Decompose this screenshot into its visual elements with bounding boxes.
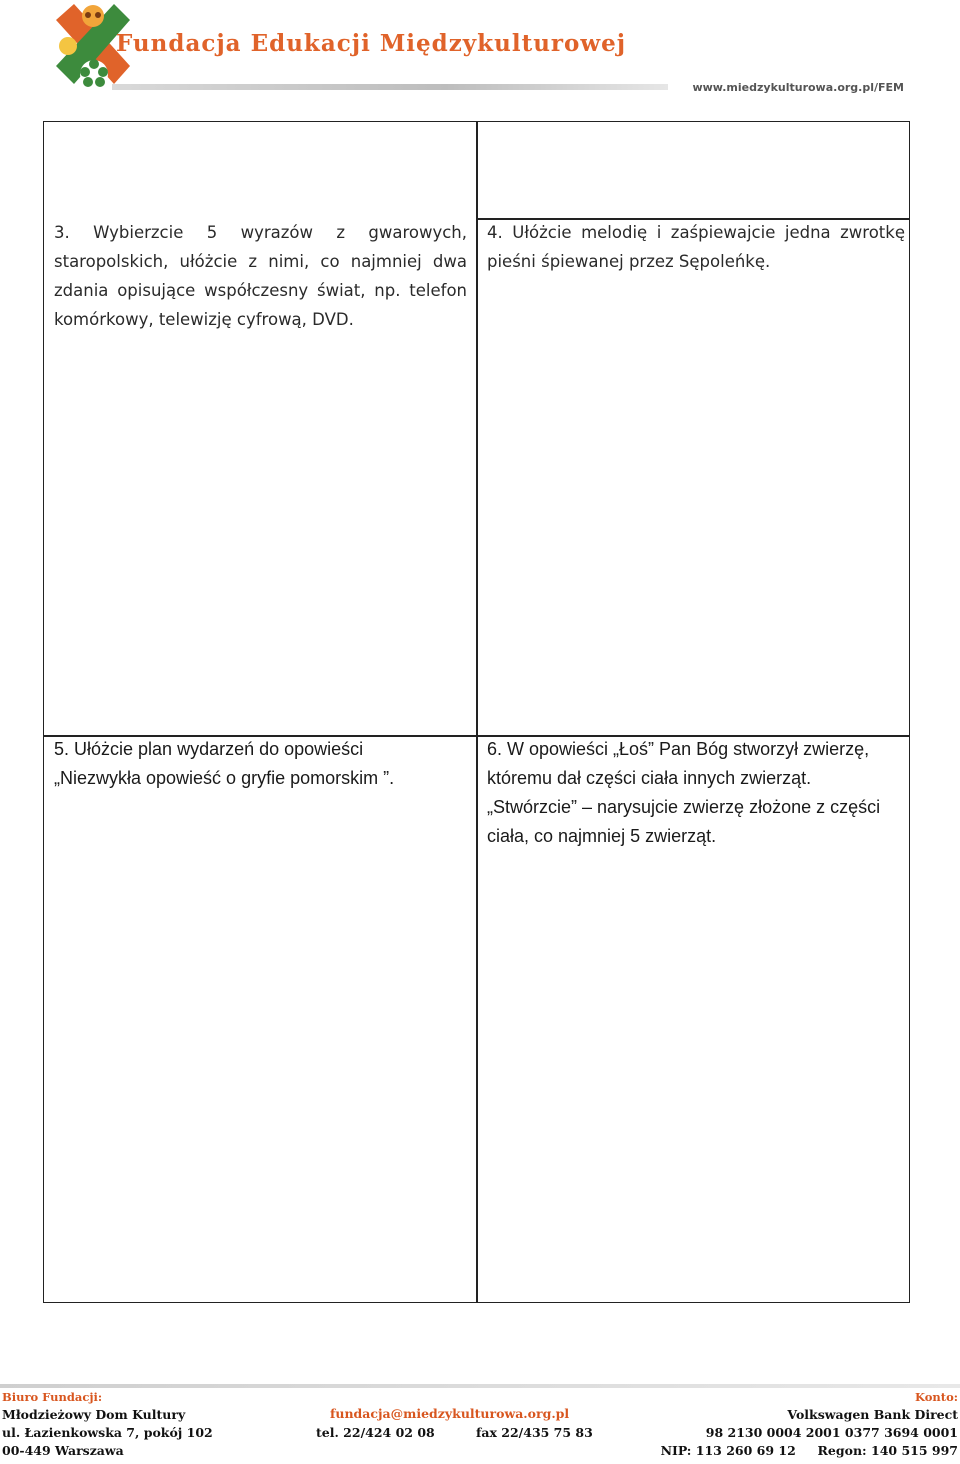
office-street: ul. Łazienkowska 7, pokój 102	[2, 1425, 213, 1440]
worksheet-table	[43, 121, 910, 1303]
task-5-line-2: „Niezwykła opowieść o gryfie pomorskim ”.	[54, 768, 395, 788]
account-label: Konto:	[914, 1390, 958, 1404]
office-city: 00-449 Warszawa	[2, 1443, 124, 1458]
task-4-text: 4. Ułóżcie melodię i zaśpiewajcie jedna zwrotkę pieśni śpiewanej przez Sępoleńkę.	[487, 223, 905, 271]
office-label: Biuro Fundacji:	[2, 1390, 103, 1404]
header-divider	[112, 84, 668, 90]
footer-divider	[0, 1384, 960, 1388]
task-6-text: 6. W opowieści „Łoś” Pan Bóg stworzył zwierzę, któremu dał części ciała innych zwierząt. „Stwórzcie” – narysujcie zwierzę złożone z części ciała, co najmniej 5 zwierząt.	[487, 739, 881, 846]
website-url[interactable]: www.miedzykulturowa.org.pl/FEM	[692, 81, 904, 94]
contact-phone: tel. 22/424 02 08	[316, 1425, 435, 1440]
contact-email[interactable]: fundacja@miedzykulturowa.org.pl	[330, 1406, 570, 1421]
column-divider	[476, 122, 478, 1302]
nip-regon: NIP: 113 260 69 12 Regon: 140 515 997	[660, 1443, 958, 1458]
contact-fax: fax 22/435 75 83	[476, 1425, 593, 1440]
bank-name: Volkswagen Bank Direct	[787, 1407, 958, 1422]
organization-name: Fundacja Edukacji Międzykulturowej	[116, 30, 627, 57]
task-5-line-1: 5. Ułóżcie plan wydarzeń do opowieści	[54, 739, 364, 759]
task-5-text	[54, 735, 467, 793]
account-number: 98 2130 0004 2001 0377 3694 0001	[705, 1425, 958, 1440]
letterhead	[0, 0, 960, 100]
office-name: Młodzieżowy Dom Kultury	[2, 1407, 186, 1422]
letterhead-footer	[0, 1384, 960, 1464]
task-3-text: 3. Wybierzcie 5 wyrazów z gwarowych, staropolskich, ułóżcie z nimi, co najmniej dwa zdania opisujące współczesny świat, np. telefon komórkowy, telewizję cyfrową, DVD.	[54, 223, 467, 329]
